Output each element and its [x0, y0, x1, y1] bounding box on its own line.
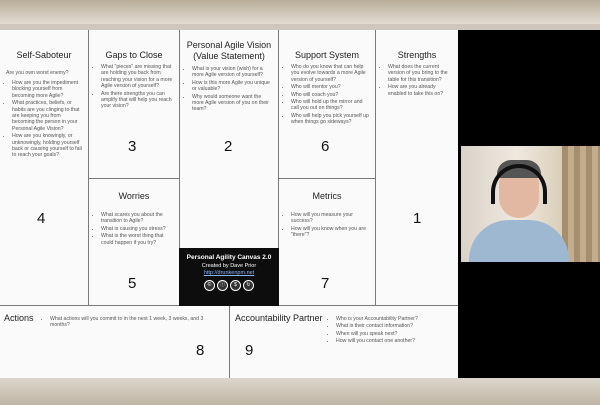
section-number: 3	[128, 138, 137, 155]
section-number: 5	[128, 275, 137, 292]
section-title: Personal Agile Vision (Value Statement)	[186, 40, 272, 61]
question: • How will you know when you are "there"?	[291, 226, 371, 239]
section-questions	[382, 64, 454, 98]
section-questions	[95, 212, 175, 247]
section-title: Accountability Partner	[235, 313, 323, 323]
question: • What is causing you stress?	[101, 226, 175, 232]
canvas-author: Created by Dave Prior	[201, 263, 257, 269]
section-questions	[285, 64, 371, 127]
license-icons	[179, 280, 279, 291]
section-questions	[44, 316, 209, 330]
question: • What "pieces" are missing that are holding you back from reaching your vision for a more Agile version of yourself?	[101, 64, 175, 90]
question: • Are there strengths you can amplify that will help you reach your vision?	[101, 91, 175, 110]
question: • Who will hold up the mirror and call you out on things?	[291, 99, 371, 112]
question: • What actions will you commit to in the next 1 week, 3 weeks, and 3 months?	[50, 316, 209, 329]
metrics-section	[279, 179, 375, 305]
section-title: Support System	[294, 50, 360, 60]
question: • What is their contact information?	[336, 323, 450, 329]
section-title: Worries	[118, 191, 150, 201]
question: • When will you speak next?	[336, 331, 450, 337]
noncommercial-icon: $	[230, 280, 241, 291]
section-questions	[285, 212, 371, 240]
question: • Who do you know that can help you evolve towards a more Agile version of yourself?	[291, 64, 371, 83]
section-questions	[95, 64, 175, 111]
question: • Who will mentor you?	[291, 84, 371, 90]
question: • How are you already enabled to take this on?	[388, 84, 454, 97]
question: • What scares you about the transition to Agile?	[101, 212, 175, 225]
section-intro: Are you own worst enemy?	[6, 70, 69, 76]
canvas-url-link[interactable]: http://drunkenpm.net	[203, 270, 255, 276]
section-title: Strengths	[397, 50, 437, 60]
question: • How is this more Agile you unique or valuable?	[192, 80, 274, 93]
question: • What does the current version of you bring to the table for this transition?	[388, 64, 454, 83]
question: • Who will help you pick yourself up when things go sideways?	[291, 113, 371, 126]
vision-section	[180, 30, 278, 248]
worries-section	[89, 179, 179, 305]
section-title: Self-Saboteur	[16, 50, 72, 60]
question: • How will you measure your success?	[291, 212, 371, 225]
canvas-info-box	[179, 248, 279, 306]
cc-icon: ©	[204, 280, 215, 291]
person-body	[469, 220, 569, 262]
section-number: 9	[245, 342, 254, 359]
background-wall	[562, 146, 600, 262]
section-title: Gaps to Close	[105, 50, 163, 60]
accountability-section	[230, 306, 458, 378]
question: • How will you contact one another?	[336, 338, 450, 344]
actions-section	[0, 306, 229, 378]
canvas-title: Personal Agility Canvas 2.0	[186, 254, 272, 261]
section-questions	[6, 80, 84, 160]
question: • How are you knowingly, or unknowingly, holding yourself back or causing yourself to fail to reach your goals?	[12, 133, 84, 159]
background-bottom	[0, 378, 600, 405]
section-number: 7	[321, 275, 330, 292]
section-title: Actions	[4, 313, 34, 323]
background-top	[0, 0, 600, 24]
section-number: 6	[321, 138, 330, 155]
section-title: Metrics	[312, 191, 342, 201]
gaps-section	[89, 30, 179, 178]
section-number: 4	[37, 210, 46, 227]
section-number: 2	[224, 138, 233, 155]
personal-agility-canvas	[0, 30, 458, 378]
question: • Who will coach you?	[291, 92, 371, 98]
question: • How are you the impediment blocking yourself from becoming more Agile?	[12, 80, 84, 99]
section-questions	[330, 316, 450, 346]
question: • Who is your Accountability Partner?	[336, 316, 450, 322]
webcam-feed	[461, 146, 600, 262]
section-number: 1	[413, 210, 422, 227]
sharealike-icon: ↻	[243, 280, 254, 291]
question: • What is your vision (wish) for a more Agile version of yourself?	[192, 66, 274, 79]
attribution-icon: ⓘ	[217, 280, 228, 291]
question: • What is the worst thing that could happen if you try?	[101, 233, 175, 246]
support-system-section	[279, 30, 375, 178]
question: • What practices, beliefs, or habits are you clinging to that are keeping you from becoming the person in your Personal Agile Vision?	[12, 100, 84, 132]
self-saboteur-section	[0, 30, 88, 305]
strengths-section	[376, 30, 458, 305]
section-questions	[186, 66, 274, 114]
section-number: 8	[196, 342, 205, 359]
question: • Why would someone want the more Agile version of you on their team?	[192, 94, 274, 113]
